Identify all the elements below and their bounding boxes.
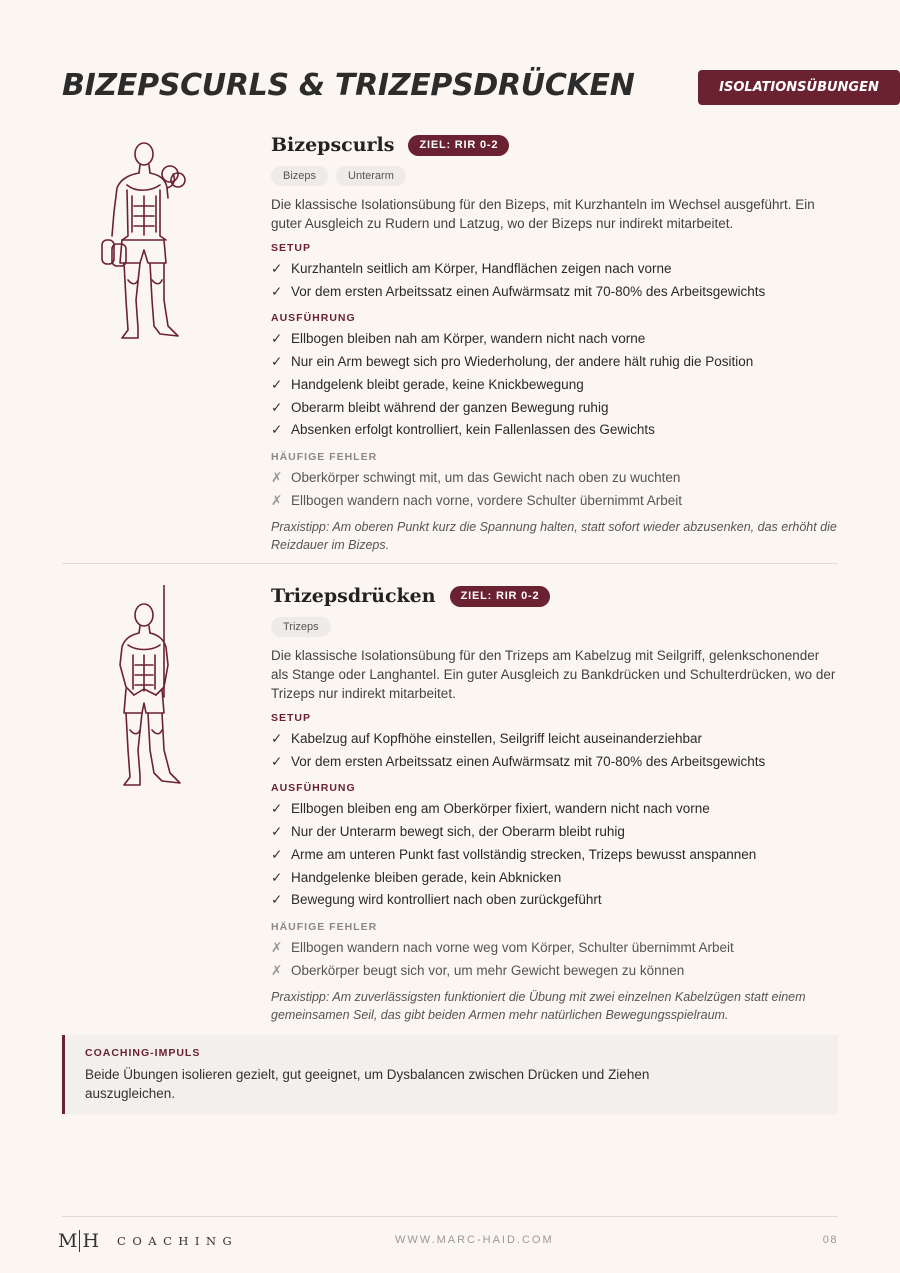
mistakes-list [271, 467, 838, 512]
execution-list [271, 328, 838, 442]
check-icon: ✓ [271, 354, 283, 370]
list-item: ✓ Ellbogen bleiben eng am Oberkörper fixiert, wandern nicht nach vorne [271, 798, 838, 821]
coaching-impulse-box [62, 1035, 838, 1114]
page-title: BIZEPSCURLS & TRIZEPSDRÜCKEN [62, 68, 635, 103]
check-icon: ✓ [271, 331, 283, 347]
coaching-text: Beide Übungen isolieren gezielt, gut geeignet, um Dysbalancen zwischen Drücken und Ziehen auszugleichen. [85, 1067, 650, 1101]
footer-divider [62, 1216, 838, 1217]
tricep-pushdown-figure-icon [100, 585, 190, 795]
muscle-tags [271, 166, 838, 186]
list-item: ✓ Oberarm bleibt während der ganzen Bewegung ruhig [271, 397, 838, 420]
list-item: ✓ Arme am unteren Punkt fast vollständig strecken, Trizeps bewusst anspannen [271, 844, 838, 867]
goal-badge: ZIEL: RIR 0-2 [450, 586, 551, 607]
check-icon: ✓ [271, 869, 283, 885]
check-icon: ✓ [271, 824, 283, 840]
check-icon: ✓ [271, 261, 283, 276]
list-item: ✓ Vor dem ersten Arbeitssatz einen Aufwärmsatz mit 70-80% des Arbeitsgewichts [271, 751, 838, 774]
check-icon: ✓ [271, 753, 283, 769]
setup-list [271, 258, 838, 303]
setup-list [271, 728, 838, 773]
list-item: ✗ Ellbogen wandern nach vorne, vordere Schulter übernimmt Arbeit [271, 490, 838, 513]
list-item: ✓ Bewegung wird kontrolliert nach oben zurückgeführt [271, 889, 838, 912]
logo-divider [79, 1230, 80, 1252]
list-item: ✓ Absenken erfolgt kontrolliert, kein Fallenlassen des Gewichts [271, 419, 838, 442]
page-number: 08 [822, 1234, 838, 1246]
execution-label: AUSFÜHRUNG [271, 312, 356, 325]
exercise-title: Bizepscurls [271, 134, 395, 156]
brand-logo [58, 1230, 238, 1252]
tag: Bizeps [271, 166, 328, 186]
list-item: ✓ Handgelenke bleiben gerade, kein Abknicken [271, 867, 838, 890]
list-item: ✓ Vor dem ersten Arbeitssatz einen Aufwärmsatz mit 70-80% des Arbeitsgewichts [271, 281, 838, 304]
goal-badge: ZIEL: RIR 0-2 [408, 135, 509, 156]
cross-icon: ✗ [271, 469, 283, 485]
tag: Unterarm [336, 166, 406, 186]
cross-icon: ✗ [271, 962, 283, 978]
list-item: ✓ Ellbogen bleiben nah am Körper, wandern nicht nach vorne [271, 328, 838, 351]
check-icon: ✓ [271, 892, 283, 908]
check-icon: ✓ [271, 422, 283, 438]
setup-label: SETUP [271, 712, 312, 724]
category-badge: ISOLATIONSÜBUNGEN [698, 70, 900, 105]
check-icon: ✓ [271, 399, 283, 415]
muscle-tags [271, 617, 838, 637]
section-divider [62, 563, 838, 564]
execution-list [271, 798, 838, 912]
logo-text: COACHING [117, 1234, 239, 1248]
execution-label: AUSFÜHRUNG [271, 782, 356, 795]
logo-mark: M H [58, 1230, 100, 1252]
list-item: ✓ Nur ein Arm bewegt sich pro Wiederholung, der andere hält ruhig die Position [271, 351, 838, 374]
cross-icon: ✗ [271, 492, 283, 508]
practice-tip: Praxistipp: Am zuverlässigsten funktioniert die Übung mit zwei einzelnen Kabelzügen statt einem gemeinsamen Seil, das gibt beiden Armen mehr natürlichen Bewegungsspielraum. [271, 990, 806, 1023]
exercise-content [271, 132, 838, 554]
check-icon: ✓ [271, 846, 283, 862]
list-item: ✓ Kabelzug auf Kopfhöhe einstellen, Seilgriff leicht auseinanderziehbar [271, 728, 838, 751]
mistakes-list [271, 937, 838, 982]
tag: Trizeps [271, 617, 331, 637]
check-icon: ✓ [271, 376, 283, 392]
list-item: ✗ Oberkörper schwingt mit, um das Gewicht nach oben zu wuchten [271, 467, 838, 490]
list-item: ✗ Oberkörper beugt sich vor, um mehr Gewicht bewegen zu können [271, 960, 838, 983]
list-item: ✓ Kurzhanteln seitlich am Körper, Handflächen zeigen nach vorne [271, 258, 838, 281]
check-icon: ✓ [271, 801, 283, 817]
website-link[interactable]: WWW.MARC-HAID.COM [395, 1234, 554, 1246]
exercise-description: Die klassische Isolationsübung für den Trizeps am Kabelzug mit Seilgriff, gelenkschonender als Stange oder Langhantel. Ein guter Ausgleich zu Bankdrücken und Schulterdrücken, wo der Trizeps nur indirekt mitarbeitet. [271, 648, 836, 701]
cross-icon: ✗ [271, 939, 283, 955]
list-item: ✓ Handgelenk bleibt gerade, keine Knickbewegung [271, 374, 838, 397]
mistakes-label: HÄUFIGE FEHLER [271, 450, 378, 463]
setup-label: SETUP [271, 242, 312, 254]
list-item: ✗ Ellbogen wandern nach vorne weg vom Körper, Schulter übernimmt Arbeit [271, 937, 838, 960]
check-icon: ✓ [271, 283, 283, 299]
exercise-content [271, 583, 838, 1024]
list-item: ✓ Nur der Unterarm bewegt sich, der Oberarm bleibt ruhig [271, 821, 838, 844]
bicep-curl-figure-icon [100, 140, 190, 345]
practice-tip: Praxistipp: Am oberen Punkt kurz die Spannung halten, statt sofort wieder abzusenken, das erhöht die Reizdauer im Bizeps. [271, 520, 837, 553]
mistakes-label: HÄUFIGE FEHLER [271, 920, 378, 933]
exercise-title: Trizepsdrücken [271, 585, 436, 607]
exercise-description: Die klassische Isolationsübung für den Bizeps, mit Kurzhanteln im Wechsel ausgeführt. Ein guter Ausgleich zu Rudern und Latzug, wo der Bizeps nur indirekt mitarbeitet. [271, 197, 815, 231]
coaching-label: COACHING-IMPULS [85, 1047, 201, 1059]
check-icon: ✓ [271, 731, 283, 746]
